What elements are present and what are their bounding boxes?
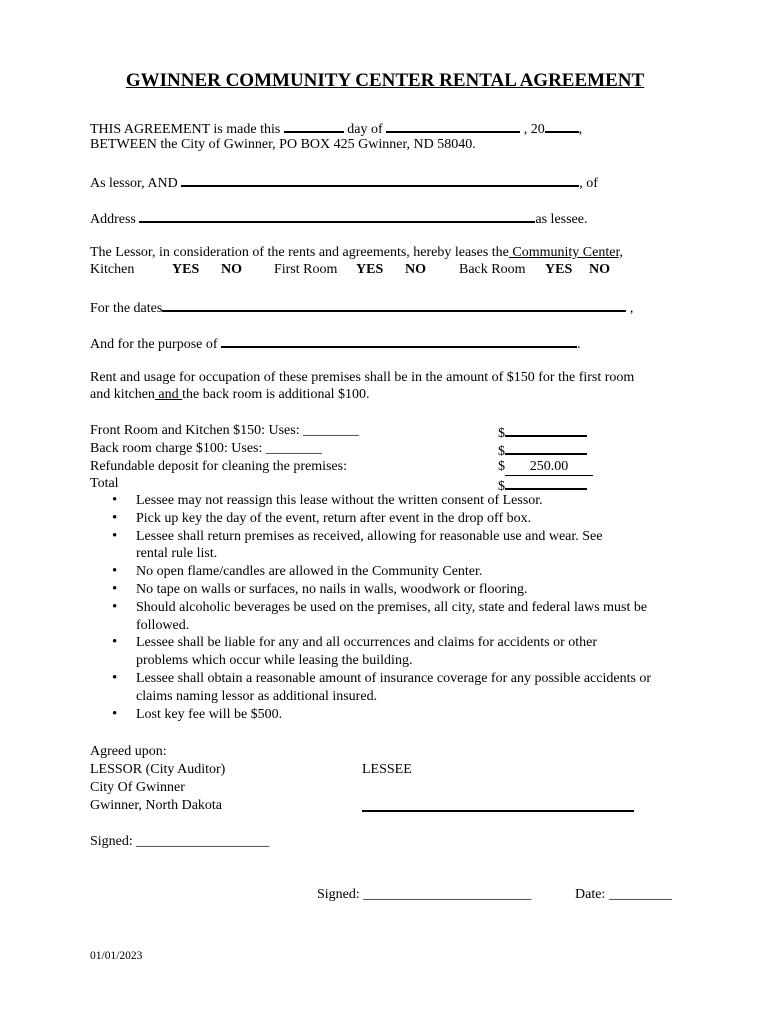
address-label: Address xyxy=(90,212,136,227)
rule-item: • Lessee shall be liable for any and all occurrences and claims for accidents or other problems which occur while leasing the building. xyxy=(112,634,636,670)
currency-symbol: $ xyxy=(498,444,505,459)
rule-item: • Lost key fee will be $500. xyxy=(112,706,692,724)
lease-text: The Lessor, in consideration of the rents and agreements, hereby leases the xyxy=(90,245,509,260)
lessee-title: LESSEE xyxy=(362,762,412,777)
agreed-heading: Agreed upon: xyxy=(90,744,167,759)
kitchen-yes[interactable]: YES xyxy=(172,262,200,277)
intro-text-b: day of xyxy=(347,122,383,137)
intro-text-d: , xyxy=(578,122,583,137)
dates-line xyxy=(90,297,633,317)
front-amount-field[interactable] xyxy=(505,422,587,437)
purpose-suffix: . xyxy=(577,337,581,352)
rent-text-c: the back room is additional $100. xyxy=(182,387,370,402)
first-room-no[interactable]: NO xyxy=(405,262,426,277)
deposit-amount-field[interactable]: 250.00 xyxy=(505,458,593,476)
month-field[interactable] xyxy=(386,118,520,133)
dates-field[interactable] xyxy=(162,297,626,312)
charge-label-back: Back room charge $100: Uses: ________ xyxy=(90,441,322,456)
back-amount-field[interactable] xyxy=(505,440,587,455)
first-room-yes[interactable]: YES xyxy=(356,262,384,277)
back-room-yes[interactable]: YES xyxy=(545,262,573,277)
purpose-field[interactable] xyxy=(221,333,577,348)
back-room-no[interactable]: NO xyxy=(589,262,610,277)
year-field[interactable] xyxy=(545,118,579,133)
charge-label-deposit: Refundable deposit for cleaning the premises: xyxy=(90,459,347,474)
charge-amount-front xyxy=(498,422,587,442)
purpose-line xyxy=(90,333,581,353)
lessee-signature-field[interactable]: Signed: ________________________ xyxy=(317,887,532,902)
lessor-city: City Of Gwinner xyxy=(90,780,185,795)
lessor-signature-field[interactable]: Signed: ___________________ xyxy=(90,834,270,849)
rule-item: • No open flame/candles are allowed in the Community Center. xyxy=(112,563,692,581)
rule-item: • No tape on walls or surfaces, no nails in walls, woodwork or flooring. xyxy=(112,581,692,599)
rule-item: • Lessee shall obtain a reasonable amount of insurance coverage for any possible accidents or claims naming lessor as additional insured. xyxy=(112,670,686,706)
charge-amount-back xyxy=(498,440,587,460)
document-title: GWINNER COMMUNITY CENTER RENTAL AGREEMENT xyxy=(125,70,645,91)
rent-line-1: Rent and usage for occupation of these premises shall be in the amount of $150 for the first room xyxy=(90,370,635,385)
rent-line-2 xyxy=(90,386,370,403)
kitchen-label: Kitchen xyxy=(90,262,135,277)
address-suffix: as lessee. xyxy=(535,212,588,227)
lessor-title: LESSOR (City Auditor) xyxy=(90,762,226,777)
lessee-name-field[interactable] xyxy=(362,794,634,812)
rules-list xyxy=(112,492,692,723)
charge-amount-deposit xyxy=(498,458,593,476)
lease-place: Community Center, xyxy=(508,245,624,260)
first-room-label: First Room xyxy=(274,262,338,277)
address-line xyxy=(90,208,587,228)
dates-suffix: , xyxy=(629,301,634,316)
currency-symbol: $ xyxy=(498,479,505,494)
lessor-line xyxy=(90,172,598,192)
lessor-label: As lessor, AND xyxy=(90,176,178,191)
rule-item: • Lessee shall return premises as received, allowing for reasonable use and wear. See rental rule list. xyxy=(112,528,636,564)
intro-text-a: THIS AGREEMENT is made this xyxy=(90,122,281,137)
rent-text-a: and kitchen xyxy=(90,387,155,402)
total-amount-field[interactable] xyxy=(505,475,587,490)
lease-line-1 xyxy=(90,244,623,261)
lessor-name-field[interactable] xyxy=(181,172,579,187)
currency-symbol: $ xyxy=(498,426,505,441)
intro-text-c: , 20 xyxy=(523,122,545,137)
kitchen-no[interactable]: NO xyxy=(221,262,242,277)
back-room-label: Back Room xyxy=(459,262,526,277)
date-field[interactable]: Date: _________ xyxy=(575,887,672,902)
intro-line-1 xyxy=(90,118,582,138)
currency-symbol: $ xyxy=(498,459,505,474)
rule-item: • Should alcoholic beverages be used on the premises, all city, state and federal laws must be followed. xyxy=(112,599,672,635)
dates-label: For the dates xyxy=(90,301,163,316)
charge-label-front: Front Room and Kitchen $150: Uses: ________ xyxy=(90,423,360,438)
lessor-suffix: , of xyxy=(579,176,598,191)
intro-line-2: BETWEEN the City of Gwinner, PO BOX 425 Gwinner, ND 58040. xyxy=(90,137,476,152)
rule-item: • Pick up key the day of the event, return after event in the drop off box. xyxy=(112,510,692,528)
address-field[interactable] xyxy=(139,208,535,223)
charge-label-total: Total xyxy=(90,476,119,491)
footer-date: 01/01/2023 xyxy=(90,950,143,962)
purpose-label: And for the purpose of xyxy=(90,337,218,352)
lessor-state: Gwinner, North Dakota xyxy=(90,798,223,813)
day-field[interactable] xyxy=(284,118,344,133)
rule-item: • Lessee may not reassign this lease without the written consent of Lessor. xyxy=(112,492,692,510)
rent-text-b: and xyxy=(154,387,183,402)
